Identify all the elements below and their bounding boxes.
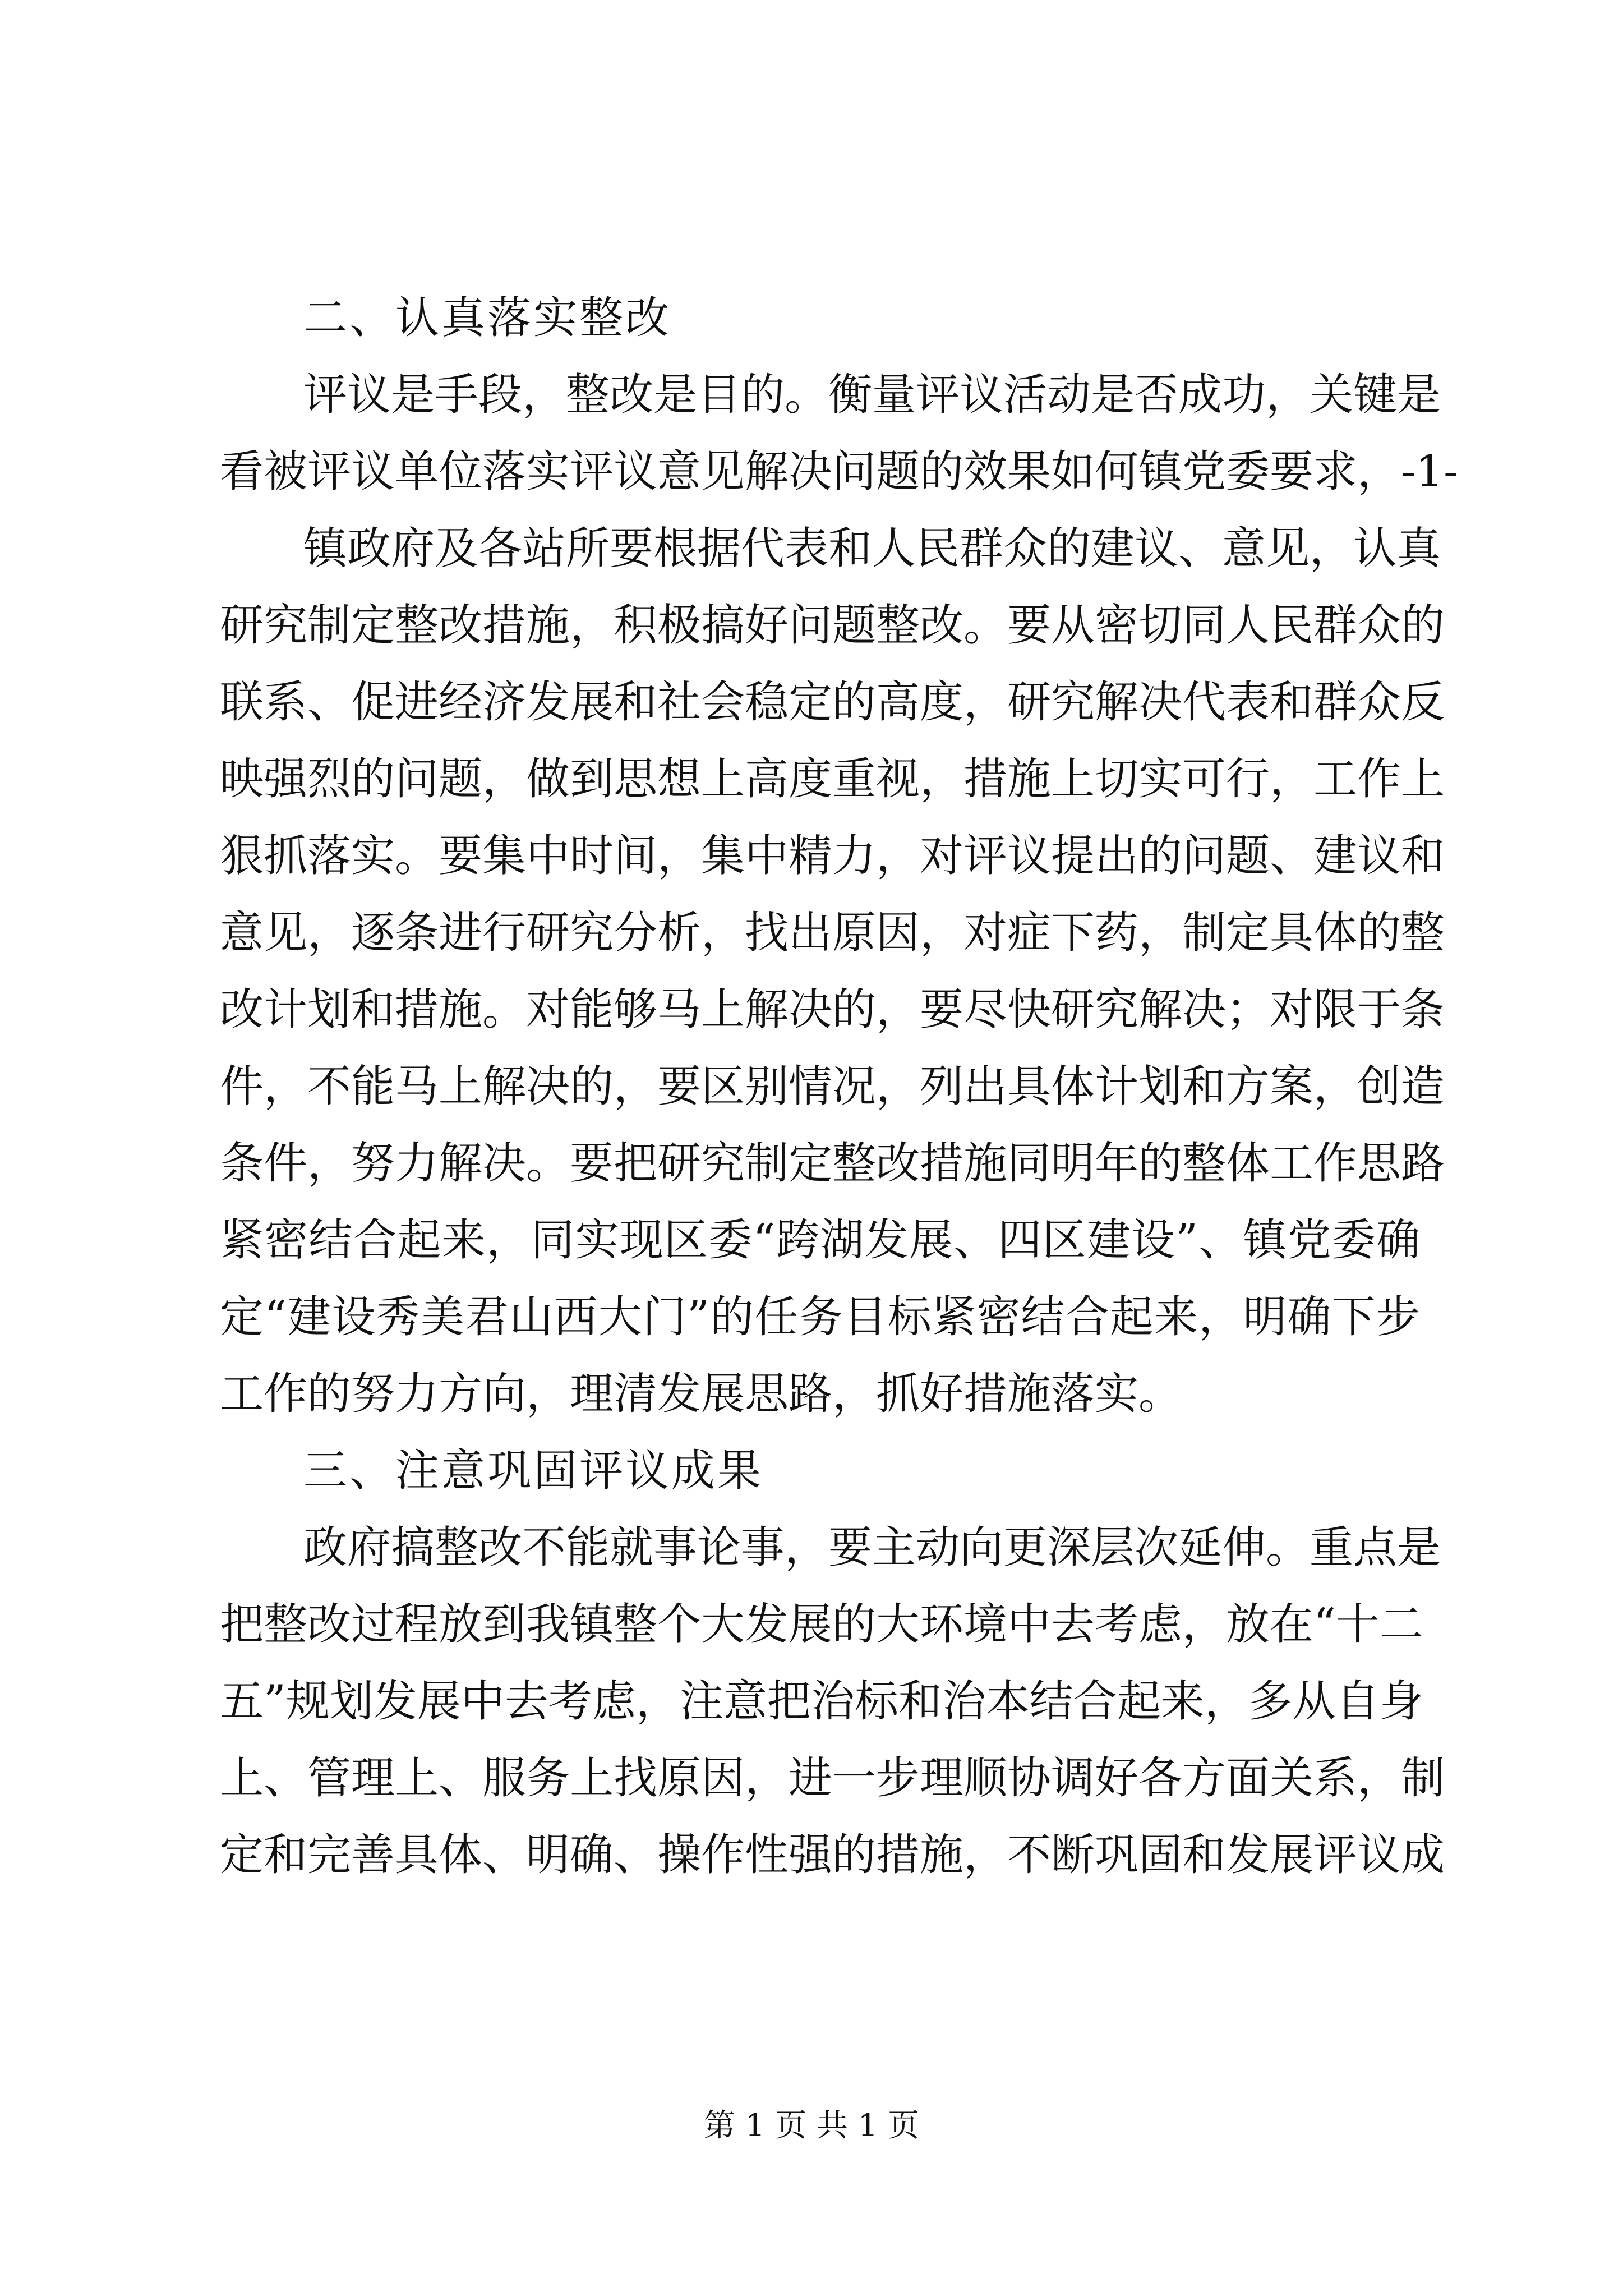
paragraph-line: 研究制定整改措施，积极搞好问题整改。要从密切同人民群众的 (220, 600, 1445, 651)
paragraph-line: 定“建设秀美君山西大门”的任务目标紧密结合起来，明确下步 (220, 1292, 1420, 1342)
paragraph-line: 上、管理上、服务上找原因，进一步理顺协调好各方面关系，制 (220, 1753, 1445, 1803)
paragraph-line: 政府搞整改不能就事论事，要主动向更深层次延伸。重点是 (303, 1522, 1441, 1573)
section-heading-3: 三、注意巩固评议成果 (303, 1446, 764, 1496)
paragraph-line: 工作的努力方向，理清发展思路，抓好措施落实。 (220, 1369, 1183, 1419)
paragraph-line: 条件，努力解决。要把研究制定整改措施同明年的整体工作思路 (220, 1138, 1445, 1189)
paragraph-line: 件，不能马上解决的，要区别情况，列出具体计划和方案，创造 (220, 1061, 1445, 1112)
paragraph-line: 定和完善具体、明确、操作性强的措施，不断巩固和发展评议成 (220, 1830, 1445, 1880)
paragraph-line: 把整改过程放到我镇整个大发展的大环境中去考虑，放在“十二 (220, 1599, 1423, 1650)
paragraph-line: 镇政府及各站所要根据代表和人民群众的建议、意见，认真 (303, 523, 1441, 574)
paragraph-line: 紧密结合起来，同实现区委“跨湖发展、四区建设”、镇党委确 (220, 1215, 1420, 1266)
paragraph-line: 改计划和措施。对能够马上解决的，要尽快研究解决；对限于条 (220, 984, 1445, 1035)
paragraph-line: 映强烈的问题，做到思想上高度重视，措施上切实可行，工作上 (220, 754, 1445, 804)
paragraph-line: 看被评议单位落实评议意见解决问题的效果如何镇党委要求，-1- (220, 447, 1459, 497)
section-heading-2: 二、认真落实整改 (303, 293, 672, 343)
paragraph-line: 五”规划发展中去考虑，注意把治标和治本结合起来，多从自身 (220, 1676, 1423, 1727)
paragraph-line: 狠抓落实。要集中时间，集中精力，对评议提出的问题、建议和 (220, 831, 1445, 881)
paragraph-line: 意见，逐条进行研究分析，找出原因，对症下药，制定具体的整 (220, 908, 1445, 958)
paragraph-line: 评议是手段，整改是目的。衡量评议活动是否成功，关键是 (303, 370, 1441, 420)
page-footer: 第 1 页 共 1 页 (703, 2108, 920, 2144)
paragraph-line: 联系、促进经济发展和社会稳定的高度，研究解决代表和群众反 (220, 677, 1445, 728)
